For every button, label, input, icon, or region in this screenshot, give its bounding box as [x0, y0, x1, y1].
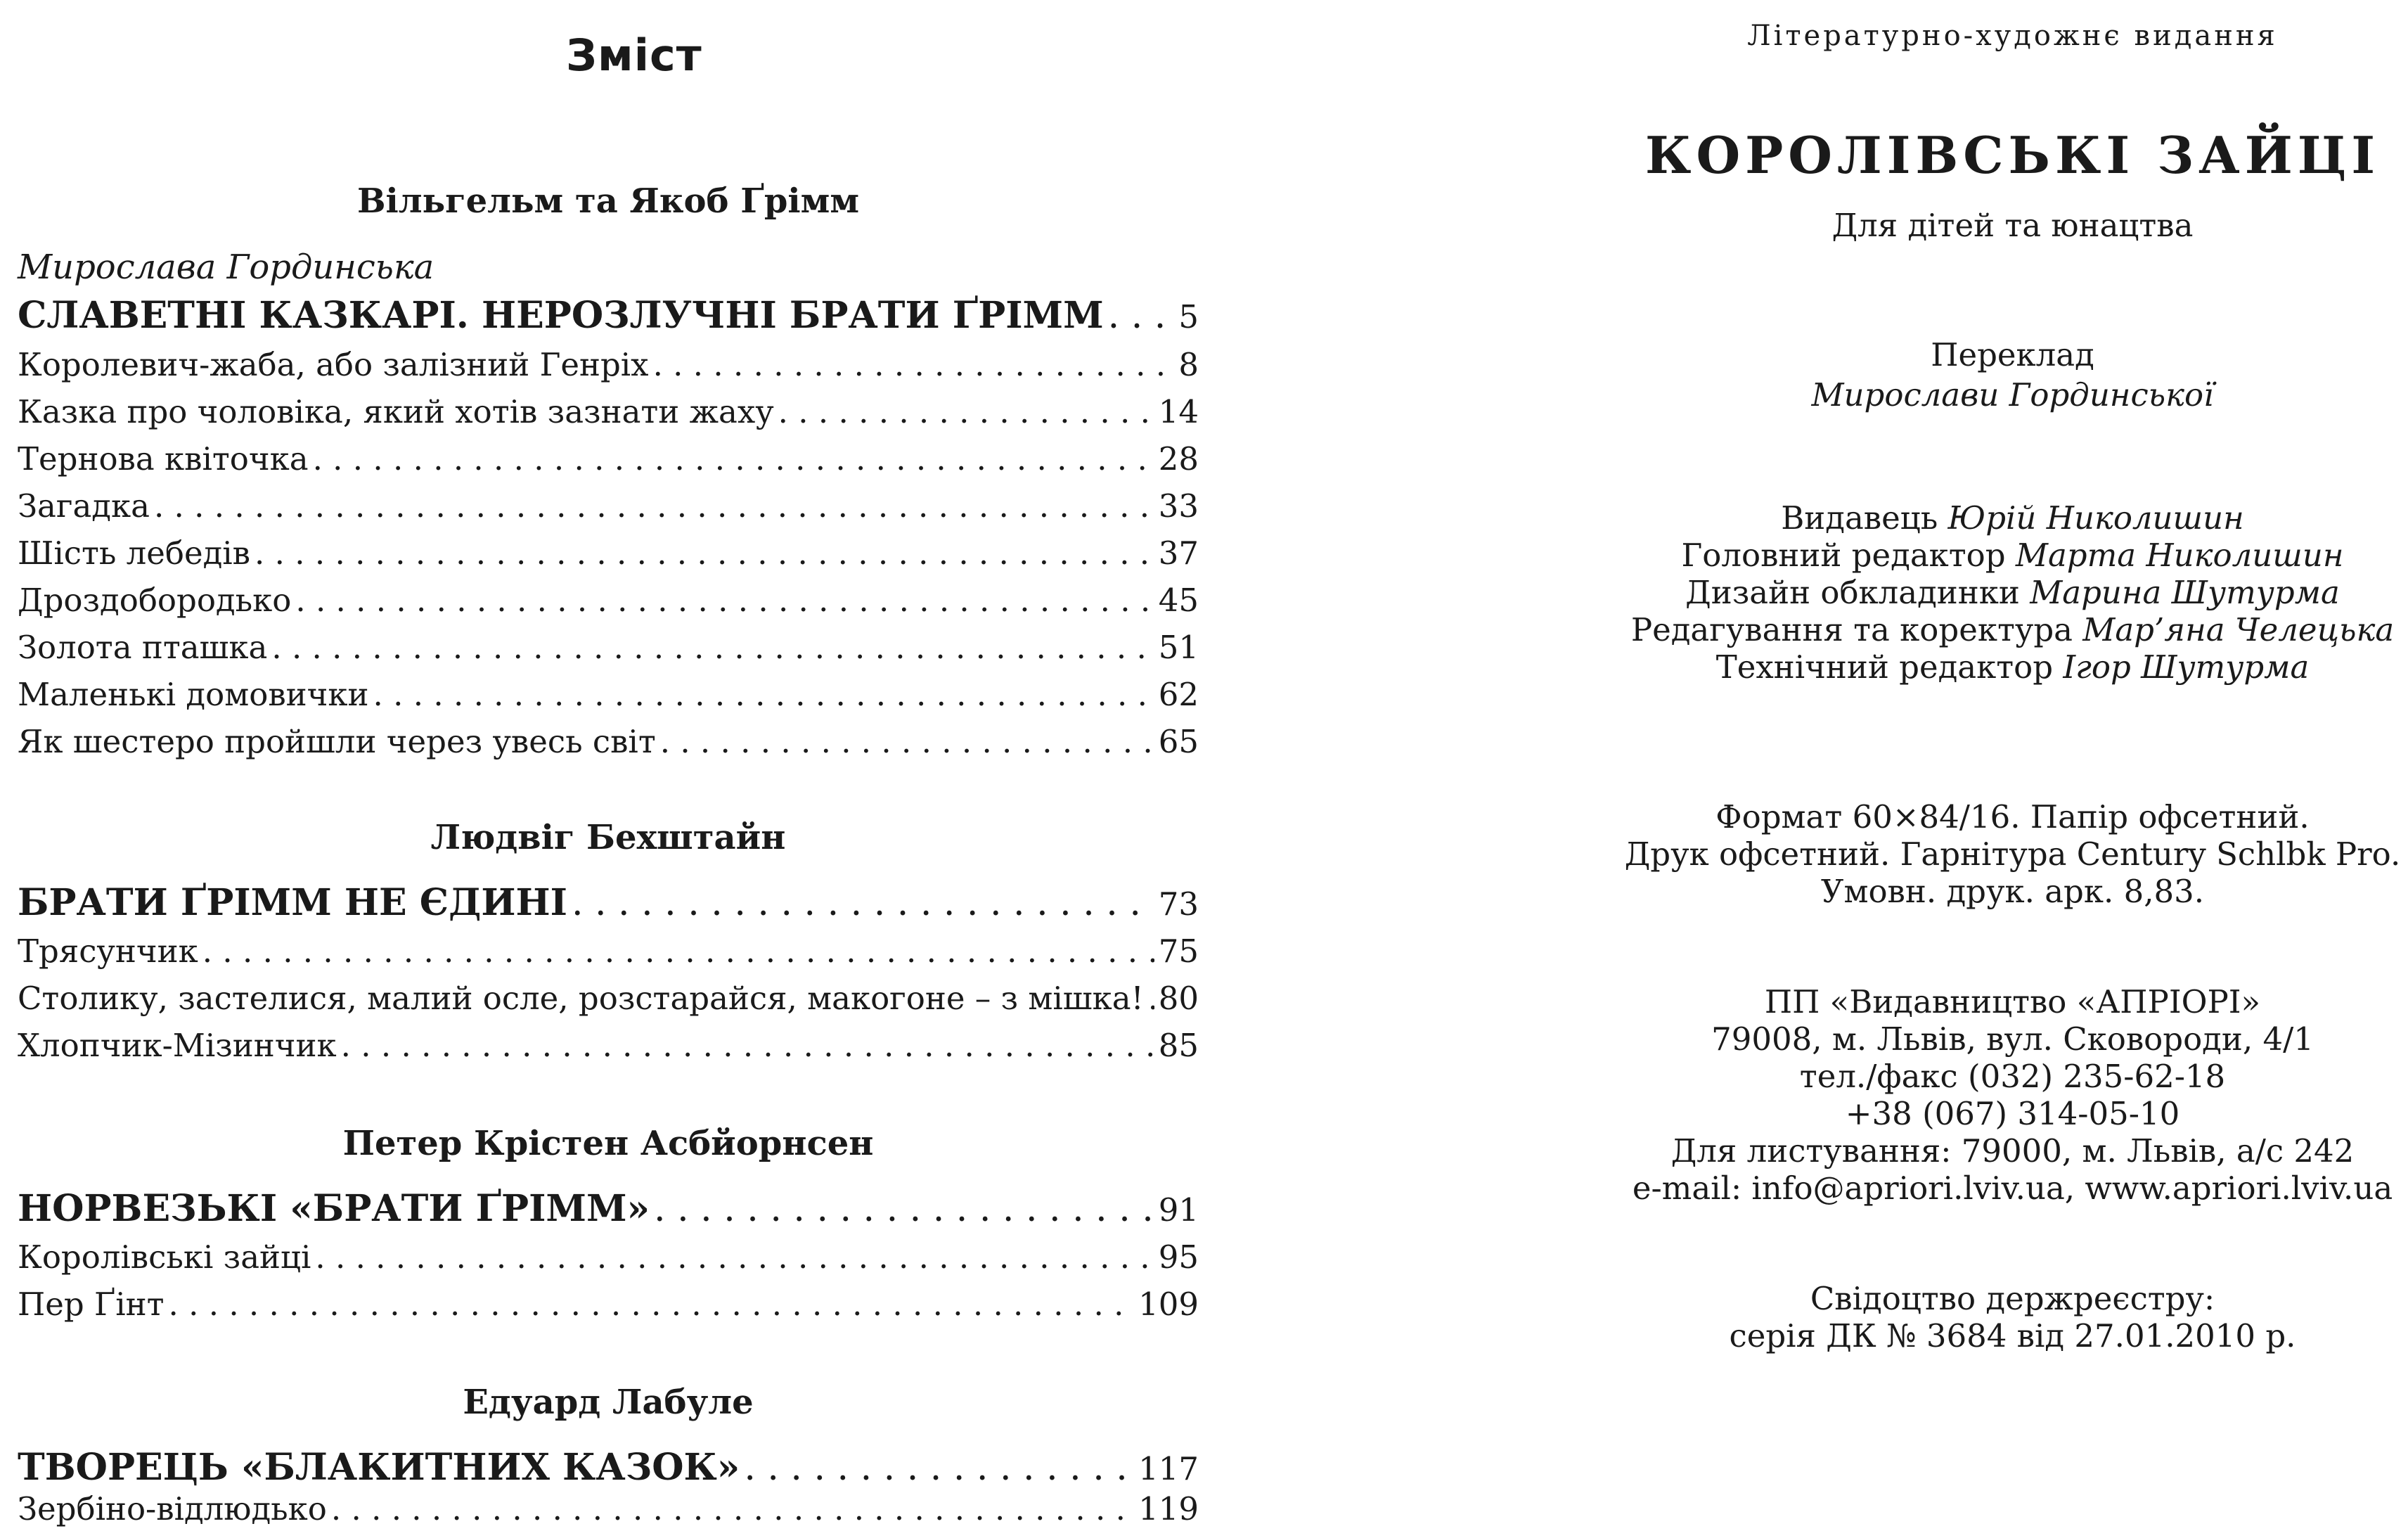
section-author: Людвіг Бехштайн: [430, 818, 786, 857]
leader-dots: [654, 1188, 1154, 1230]
toc-entry-title: Королевич-жаба, або залізний Генріх: [18, 346, 649, 383]
toc-entry-page: 109: [1138, 1286, 1199, 1323]
credit-line: [1617, 648, 2408, 686]
toc-entry-title: Хлопчик-Мізинчик: [18, 1027, 337, 1064]
section-author: Едуард Лабуле: [463, 1383, 754, 1422]
toc-entry-page: 45: [1158, 582, 1199, 619]
toc-entry-title: БРАТИ ҐРІММ НЕ ЄДИНІ: [18, 881, 567, 924]
registry-line: Свідоцтво держреєстру:: [1810, 1280, 2215, 1317]
credit-role: Технічний редактор: [1715, 648, 2054, 686]
section-author: Вільгельм та Якоб Ґрімм: [356, 181, 860, 221]
leader-dots: [154, 487, 1154, 525]
toc-entry-title: Шість лебедів: [18, 534, 251, 572]
publisher-line: тел./факс (032) 235-62-18: [1799, 1058, 2226, 1095]
toc-entry-page: 91: [1158, 1191, 1199, 1229]
leader-dots: [1108, 295, 1175, 337]
credit-line: [1617, 537, 2408, 574]
toc-entry-title: Тернова квіточка: [18, 440, 309, 478]
toc-entry: [18, 881, 1199, 924]
toc-entry-page: 85: [1158, 1027, 1199, 1064]
toc-entry-page: 8: [1178, 346, 1199, 383]
publisher-line: +38 (067) 314-05-10: [1845, 1095, 2180, 1132]
toc-entry: [18, 582, 1199, 619]
toc-entry-page: 73: [1158, 885, 1199, 923]
toc-entry-page: 62: [1158, 676, 1199, 713]
leader-dots: [653, 346, 1175, 383]
toc-entry-title: ТВОРЕЦЬ «БЛАКИТНИХ КАЗОК»: [18, 1446, 740, 1489]
toc-entry-page: 14: [1158, 393, 1199, 430]
toc-entry: [18, 629, 1199, 666]
credit-line: [1617, 499, 2408, 537]
toc-entry: [18, 393, 1199, 430]
toc-entry: [18, 1490, 1199, 1527]
credit-line: [1617, 611, 2408, 648]
leader-dots: [1148, 980, 1154, 1017]
leader-dots: [373, 676, 1154, 713]
toc-entry: [18, 676, 1199, 713]
toc-entry-title: Трясунчик: [18, 933, 198, 970]
audience: Для дітей та юнацтва: [1831, 207, 2194, 244]
leader-dots: [169, 1286, 1135, 1323]
toc-entry: [18, 294, 1199, 337]
translation-label: Переклад: [1931, 336, 2094, 373]
credit-role: Редагування та коректура: [1630, 611, 2073, 648]
credit-name: Марина Шутурма: [2030, 574, 2340, 611]
section-author: Петер Крістен Асбйорнсен: [342, 1124, 874, 1163]
edition-type: Літературно-художнє видання: [1747, 20, 2278, 52]
toc-entry-page: 51: [1158, 629, 1199, 666]
credit-role: Дизайн обкладинки: [1685, 574, 2020, 611]
leader-dots: [572, 882, 1154, 924]
toc-entry-page: 119: [1138, 1490, 1199, 1527]
leader-dots: [271, 629, 1154, 666]
toc-entry-title: Королівські зайці: [18, 1238, 311, 1276]
credit-role: Видавець: [1781, 499, 1938, 537]
toc-entry: [18, 440, 1199, 478]
toc-entry-page: 117: [1138, 1450, 1199, 1487]
credit-name: Ігор Шутурма: [2063, 648, 2310, 686]
toc-entry-title: Дроздобородько: [18, 582, 292, 619]
toc-entry-page: 65: [1158, 723, 1199, 760]
toc-entry: [18, 1027, 1199, 1064]
publisher-line: ПП «Видавництво «АПРІОРІ»: [1764, 983, 2261, 1020]
toc-entry: [18, 487, 1199, 525]
leader-dots: [295, 582, 1154, 619]
toc-entry-page: 28: [1158, 440, 1199, 478]
toc-entry: [18, 933, 1199, 970]
credit-name: Мар’яна Челецька: [2082, 611, 2395, 648]
leader-dots: [255, 534, 1154, 572]
leader-dots: [315, 1238, 1154, 1276]
toc-entry-title: Пер Ґінт: [18, 1286, 165, 1323]
toc-entry-title: Загадка: [18, 487, 150, 525]
toc-entry: [18, 980, 1199, 1017]
toc-entry-title: Маленькі домовички: [18, 676, 369, 713]
toc-entry-page: 95: [1158, 1238, 1199, 1276]
toc-entry: [18, 346, 1199, 383]
leader-dots: [660, 723, 1154, 760]
toc-entry: [18, 723, 1199, 760]
publisher-line: Для листування: 79000, м. Львів, а/с 242: [1670, 1132, 2355, 1170]
toc-entry-title: Столику, застелися, малий осле, розстарайся, макогоне – з мішка!: [18, 980, 1144, 1017]
book-title: КОРОЛІВСЬКІ ЗАЙЦІ: [1644, 125, 2381, 185]
toc-entry-title: СЛАВЕТНІ КАЗКАРІ. НЕРОЗЛУЧНІ БРАТИ ҐРІММ: [18, 294, 1104, 337]
leader-dots: [331, 1490, 1134, 1527]
toc-entry: [18, 1446, 1199, 1489]
toc-entry: [18, 1187, 1199, 1230]
leader-dots: [202, 933, 1154, 970]
toc-title: Зміст: [566, 30, 702, 81]
toc-entry-page: 5: [1178, 298, 1199, 335]
leader-dots: [313, 440, 1154, 478]
toc-entry-title: Зербіно-відлюдько: [18, 1490, 327, 1527]
toc-entry-title: Як шестеро пройшли через увесь світ: [18, 723, 656, 760]
essay-author: Мирослава Гординська: [18, 248, 434, 287]
toc-entry-page: 37: [1158, 534, 1199, 572]
registry-line: серія ДК № 3684 від 27.01.2010 р.: [1729, 1317, 2296, 1354]
toc-entry: [18, 534, 1199, 572]
leader-dots: [744, 1447, 1134, 1489]
toc-entry-page: 75: [1158, 933, 1199, 970]
format-line: Формат 60×84/16. Папір офсетний.: [1715, 798, 2310, 835]
toc-entry: [18, 1238, 1199, 1276]
toc-entry-page: 33: [1158, 487, 1199, 525]
leader-dots: [341, 1027, 1154, 1064]
translator: Мирослави Гординської: [1811, 376, 2214, 414]
format-line: Друк офсетний. Гарнітура Century Schlbk Pro.: [1624, 835, 2401, 873]
credit-name: Марта Николишин: [2015, 537, 2344, 574]
credit-name: Юрій Николишин: [1947, 499, 2244, 537]
toc-entry-title: Золота пташка: [18, 629, 268, 666]
toc-entry-title: НОРВЕЗЬКІ «БРАТИ ҐРІММ»: [18, 1187, 650, 1230]
toc-entry-title: Казка про чоловіка, який хотів зазнати жаху: [18, 393, 774, 430]
format-line: Умовн. друк. арк. 8,83.: [1820, 873, 2205, 910]
publisher-line: 79008, м. Львів, вул. Сковороди, 4/1: [1711, 1020, 2314, 1058]
publisher-email: e-mail: info@apriori.lviv.ua, www.apriori.lviv.ua: [1632, 1170, 2393, 1207]
imprint-page: [1617, 0, 2408, 1531]
credit-line: [1617, 574, 2408, 611]
toc-entry: [18, 1286, 1199, 1323]
toc-entry-page: 80: [1158, 980, 1199, 1017]
leader-dots: [778, 393, 1154, 430]
credit-role: Головний редактор: [1681, 537, 2006, 574]
